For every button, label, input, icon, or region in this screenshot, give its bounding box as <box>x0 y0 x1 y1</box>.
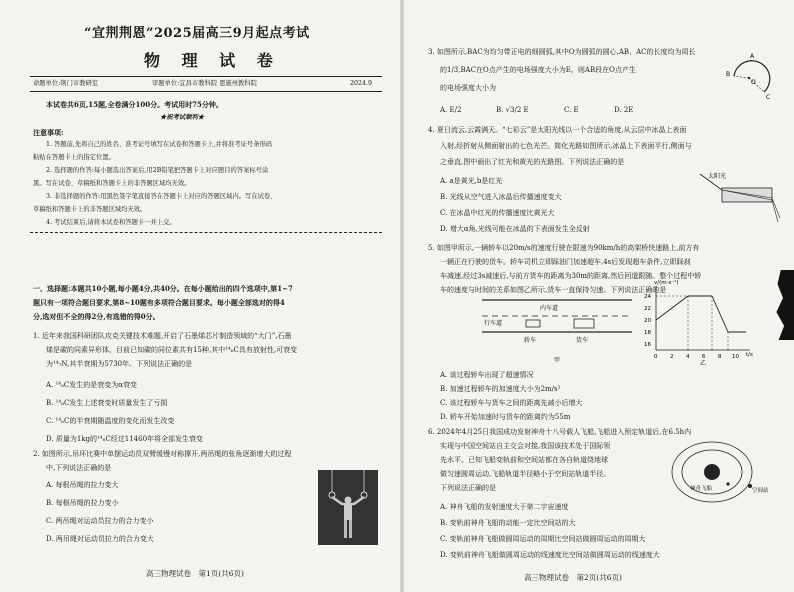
question-1-stem: 烯是碳的同素异形体。目前已知碳的同位素共有15种,其中¹⁴₆C具有放射性,可衰变 <box>46 346 298 354</box>
question-1-option-d: D. 质量为1kg的¹⁴₆C经过11460年将全部发生衰变 <box>46 435 204 443</box>
question-1-option-c: C. ¹⁴₆C的半衰期随温度的变化而发生改变 <box>46 417 175 425</box>
section-one-heading: 题只有一项符合题目要求,第8~10题有多项符合题目要求。每小题全部选对的得4 <box>33 298 285 307</box>
notice-line: 草稿纸和答题卡上的非答题区域均无效。 <box>33 206 147 213</box>
question-4-option-c: C. 在冰晶中红光的传播速度比黄光大 <box>440 209 555 217</box>
graph-x-tick: 8 <box>718 354 722 360</box>
setter-unit: 命题单位:荆门市教研室 <box>33 80 99 87</box>
notice-line: 黑。写在试卷、草稿纸和答题卡上的非答题区域均无效。 <box>33 180 191 187</box>
arc-label: A <box>750 53 755 60</box>
graph-y-tick: 24 <box>644 294 651 300</box>
question-2-option-c: C. 两吊绳对运动员拉力的合力变小 <box>46 517 154 525</box>
page-one-footer: 高三物理试卷 第1页(共6页) <box>146 569 244 578</box>
ice-crystal-light-path-figure <box>696 168 782 228</box>
notice-line: 粘贴在答题卡上的指定位置。 <box>33 154 115 161</box>
exam-date: 2024.9 <box>350 80 373 87</box>
graph-x-tick: 6 <box>702 354 706 360</box>
graph-x-tick: 10 <box>732 354 739 360</box>
question-5-stem: 车的速度与时间的关系如图乙所示,货车一直保持匀速。下列说法正确的是 <box>440 286 667 294</box>
vehicle-label: 轿车 <box>524 337 537 344</box>
question-5-option-d: D. 轿车开始加速时与货车的距离约为55m <box>440 413 571 421</box>
orbit-figure <box>666 434 778 504</box>
question-6-option-a: A. 神舟飞船的发射速度大于第二宇宙速度 <box>440 503 569 511</box>
question-2-option-d: D. 两吊绳对运动员拉力的合力变大 <box>46 535 154 543</box>
orbit-label: 神舟飞船 <box>690 486 713 492</box>
question-2-stem: 中,下列说法正确的是 <box>46 464 112 472</box>
good-luck-line: ★祝考试顺利★ <box>160 114 205 121</box>
question-4-stem: 之垂直,图中画出了红光和黄光的光路图。下列说法正确的是 <box>440 158 625 166</box>
notice-line: 4. 考试结束后,请将本试卷和答题卡一并上交。 <box>46 219 176 226</box>
graph-x-tick: 4 <box>686 354 690 360</box>
question-1-option-a: A. ¹⁴₆C发生的是衰变为α衰变 <box>46 381 138 389</box>
graph-y-label: v/(m·s⁻¹) <box>654 280 679 286</box>
arc-label: B <box>726 71 731 78</box>
exam-intro: 本试卷共6页,15题,全卷满分100分。考试用时75分钟。 <box>46 100 223 109</box>
section-one-heading: 分,选对但不全的得2分,有选错的得0分。 <box>33 312 160 321</box>
question-6-stem: 下列说法正确的是 <box>440 484 496 492</box>
exam-title: “宜荆荆恩”2025届高三9月起点考试 <box>84 26 310 41</box>
orbit-label: 空间站 <box>752 488 769 494</box>
question-6-stem: 6. 2024年4月25日我国成功发射神舟十八号载人飞船,飞船进入预定轨道后,在6.5h内 <box>428 428 692 436</box>
arc-label: C <box>766 94 771 101</box>
graph-x-label: t/s <box>746 352 753 358</box>
question-3-stem: 3. 如图所示,BAC为均匀带正电的细圆弧,其中O为圆弧的圆心,AB、AC的长度均为周长 <box>428 48 696 56</box>
notice-divider <box>30 232 382 233</box>
question-3-stem: 的1/3,BAC在O点产生的电场强度大小为E。则AB段在O点产生 <box>440 66 636 74</box>
question-6-stem: 先水平。已知飞船变轨前和空间站都在各自轨道绕地球 <box>440 456 608 464</box>
question-2-option-b: B. 每根吊绳的拉力变小 <box>46 499 119 507</box>
graph-x-tick: 2 <box>670 354 674 360</box>
question-6-option-b: B. 变轨前神舟飞船的动能一定比空间站的大 <box>440 519 576 527</box>
sunlight-label: 太阳光 <box>708 173 727 180</box>
question-5-option-c: C. 该过程轿车与货车之间的距离先减小后增大 <box>440 399 583 407</box>
header-rule-top <box>30 76 382 77</box>
question-3-option-d: D. 2E <box>614 106 634 114</box>
page-two-footer: 高三物理试卷 第2页(共6页) <box>524 573 622 582</box>
notice-line: 3. 非选择题的作答:用黑色签字笔直接答在答题卡上对应的答题区域内。写在试卷、 <box>46 193 277 200</box>
notice-line: 1. 答题前,先将自己的姓名、准考证号填写在试卷和答题卡上,并将准考证号条形码 <box>46 141 273 148</box>
notice-line: 2. 选择题的作答:每小题选出答案后,用2B铅笔把答题卡上对应题目的答案标号涂 <box>46 167 269 174</box>
lane-label: 内车道 <box>540 305 559 312</box>
graph-y-tick: 16 <box>644 342 651 348</box>
question-4-option-d: D. 增大α角,光线可能在冰晶的下表面发生全反射 <box>440 225 590 233</box>
question-4-option-b: B. 光线从空气进入冰晶后传播速度变大 <box>440 193 562 201</box>
rings-gymnast-photo <box>318 470 378 545</box>
torn-paper-edge <box>772 270 794 340</box>
highway-lanes-figure <box>482 296 632 366</box>
question-5-option-b: B. 加速过程轿车的加速度大小为2m/s² <box>440 385 561 393</box>
arc-label: O <box>751 79 756 86</box>
question-5-stem: 车减速,经过3s减速后,与前方货车的距离为30m的距离,然后回道跟随。整个过程中轿 <box>440 272 702 280</box>
question-3-option-b: B. √3/2 E <box>496 106 529 114</box>
velocity-time-graph <box>642 276 762 366</box>
graph-x-tick: 0 <box>654 354 658 360</box>
question-1-option-b: B. ¹⁴₆C发生上述衰变时质量发生了亏损 <box>46 399 168 407</box>
question-3-option-a: A. E/2 <box>440 106 462 114</box>
figure-caption: 乙 <box>700 360 707 366</box>
question-2-stem: 2. 如图所示,吊环比赛中单摆运动员双臂缓慢对称撑开,两吊绳的张角逐渐增大的过程 <box>33 450 292 458</box>
graph-y-tick: 22 <box>644 306 651 312</box>
question-4-option-a: A. a是黄光,b是红光 <box>440 177 503 185</box>
question-5-stem: 一辆正在行驶的货车。轿车司机立即踩油门加速超车,4s后发现超车条件,立即踩刹 <box>440 258 691 266</box>
graph-y-tick: 18 <box>644 330 651 336</box>
question-3-option-c: C. E <box>564 106 579 114</box>
question-6-option-c: C. 变轨前神舟飞船做圆周运动的周期比空间站做圆周运动的周期大 <box>440 535 646 543</box>
question-6-stem: 做匀速圆周运动,飞船轨道半径略小于空间站轨道半径。 <box>440 470 611 478</box>
question-3-stem: 的电场强度大小为 <box>440 84 496 92</box>
vehicle-label: 货车 <box>576 337 589 344</box>
lane-label: 行车道 <box>484 320 503 327</box>
question-5-option-a: A. 该过程轿车出现了超速情况 <box>440 371 534 379</box>
figure-caption: 甲 <box>554 357 561 364</box>
question-6-stem: 实现与中国空间站自主交会对接,我国该技术处于国际领 <box>440 442 611 450</box>
question-4-stem: 入射,经折射从侧面射出的七色光芒。简化光路如图所示,冰晶上下表面平行,侧面与 <box>440 142 692 150</box>
graph-y-tick: 20 <box>644 318 651 324</box>
question-1-stem: 1. 近年来我国科研团队攻克关键技术难题,开启了石墨烯芯片制造领域的“大门”,石墨 <box>33 332 292 340</box>
page-two <box>404 0 794 592</box>
question-1-stem: 为¹⁴₇N,其半衰期为5730年。下列说法正确的是 <box>46 360 193 368</box>
question-2-option-a: A. 每根吊绳的拉力变大 <box>46 481 119 489</box>
charged-arc-figure <box>722 52 782 110</box>
exam-subject-title: 物 理 试 卷 <box>144 51 281 70</box>
question-5-stem: 5. 如图甲所示,一辆轿车以20m/s的速度行驶在限速为90km/h的高架桥快速路上,前方有 <box>428 244 700 252</box>
question-4-stem: 4. 夏日流云,云霞满天。“七彩云”是太阳光线以一个合适的角度,从云层中冰晶上表面 <box>428 126 687 134</box>
header-rule-bottom <box>30 91 382 92</box>
reviewer-unit: 审题单位:宜昌市教科院 恩施州教科院 <box>152 80 257 87</box>
section-one-heading: 一、选择题:本题共10小题,每小题4分,共40分。在每小题给出的四个选项中,第1~7 <box>33 284 293 293</box>
question-6-option-d: D. 变轨前神舟飞船做圆周运动的线速度比空间站做圆周运动的线速度大 <box>440 551 660 559</box>
notice-heading: 注意事项: <box>33 128 64 137</box>
